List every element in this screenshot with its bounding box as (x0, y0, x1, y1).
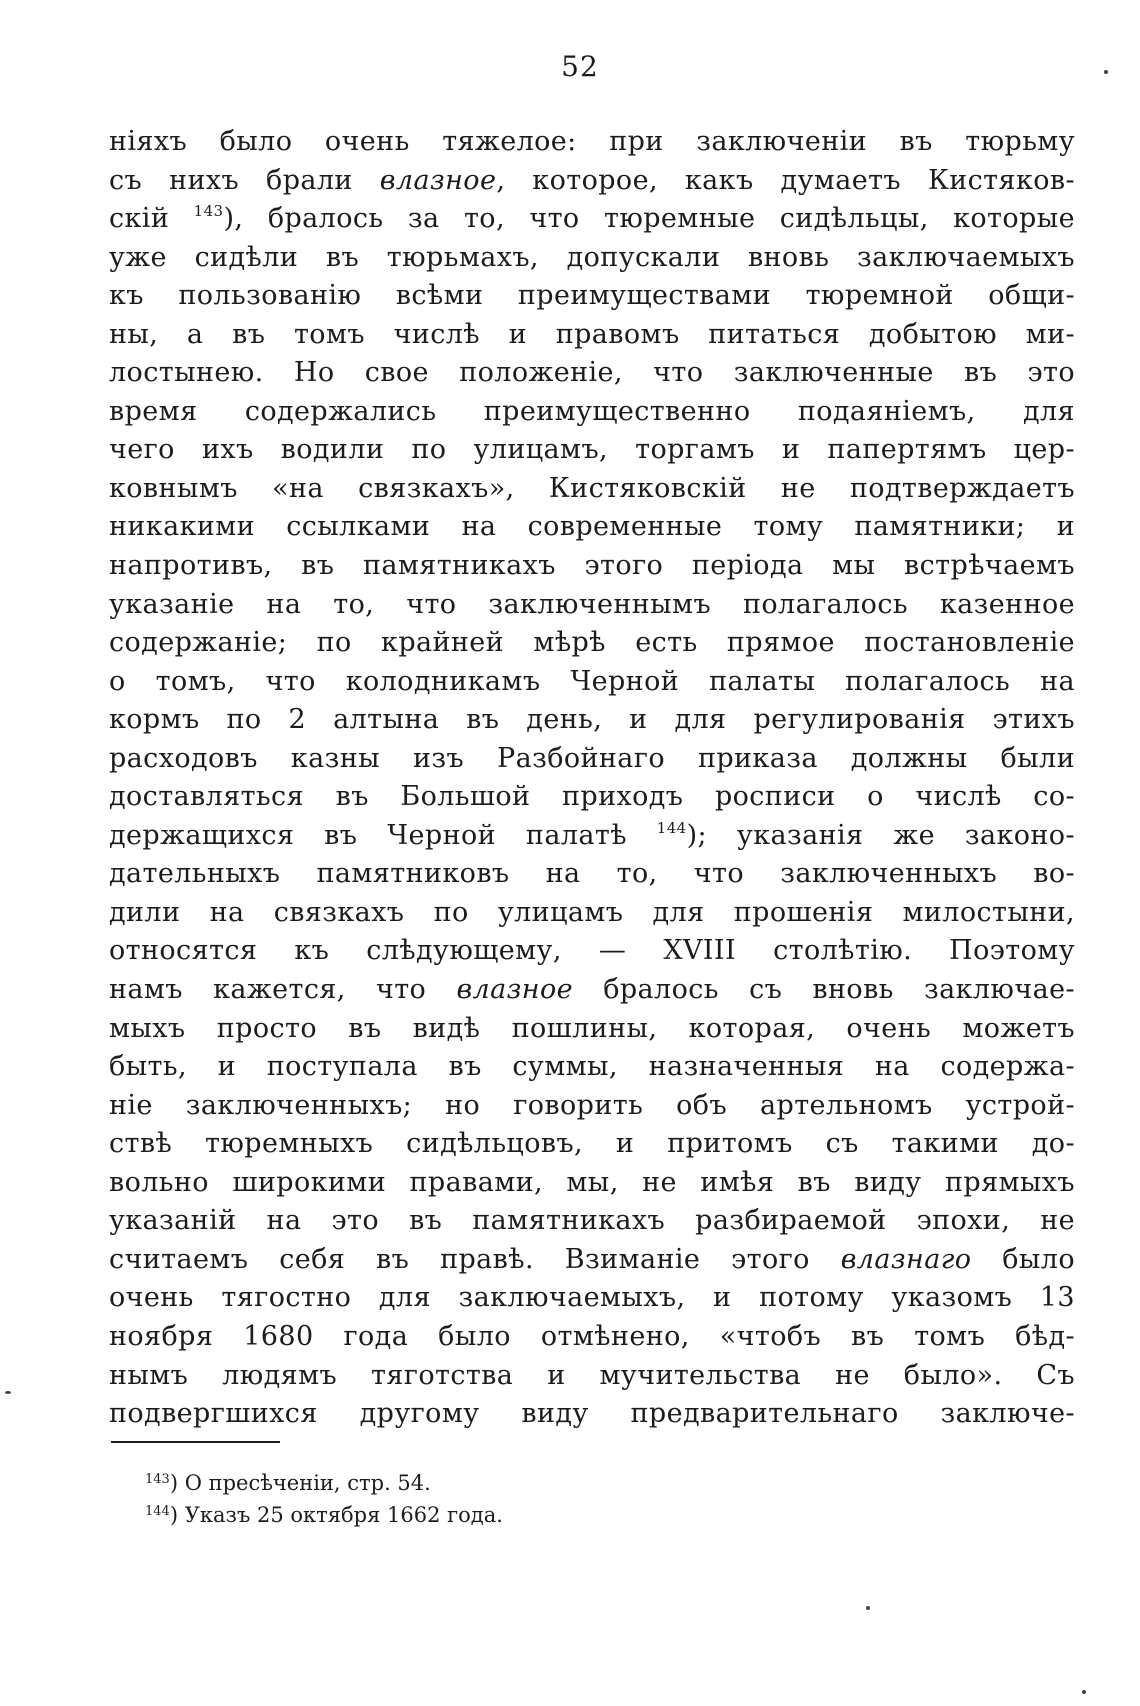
text-run: къ пользованію всѣми преимуществами тюремной общи- (109, 280, 1075, 312)
text-line (109, 123, 1075, 162)
text-line (109, 431, 1075, 470)
text-run: бралось съ вновь заключае- (573, 974, 1075, 1006)
italic-term: влазное (379, 164, 497, 196)
text-run: чего ихъ водили по улицамъ, торгамъ и папертямъ цер- (109, 434, 1075, 466)
text-run: очень тягостно для заключаемыхъ, и потому указомъ 13 (109, 1282, 1075, 1314)
text-run: содержаніе; по крайней мѣрѣ есть прямое постановленіе (109, 627, 1075, 659)
text-line (109, 1395, 1075, 1434)
text-line (109, 1010, 1075, 1049)
text-line (109, 162, 1075, 201)
text-run: лостынею. Но свое положеніе, что заключенные въ это (109, 357, 1075, 389)
text-run: ноября 1680 года было отмѣнено, «чтобъ въ томъ бѣд- (109, 1320, 1075, 1352)
footnote-mark: 143 (145, 1472, 170, 1487)
text-line (109, 855, 1075, 894)
text-run: считаемъ себя въ правѣ. Взиманіе этого (109, 1243, 841, 1275)
text-line (109, 547, 1075, 586)
footnote-reference: 144 (656, 818, 687, 837)
text-line (109, 817, 1075, 856)
text-run: , которое, какъ думаетъ Кистяков- (496, 164, 1076, 196)
footnote-rule (111, 1441, 280, 1443)
footnote (145, 1499, 845, 1531)
text-line (109, 1202, 1075, 1241)
text-line (109, 1357, 1075, 1396)
text-run: подвергшихся другому виду предварительнаго заключе- (109, 1398, 1075, 1430)
text-run: ствѣ тюремныхъ сидѣльцовъ, и притомъ съ такими до- (109, 1128, 1075, 1160)
text-line (109, 393, 1075, 432)
text-run: держащихся въ Черной палатѣ (109, 819, 657, 851)
text-line (109, 1087, 1075, 1126)
scan-speck (5, 1391, 11, 1394)
footnote-text: ) Указъ 25 октября 1662 года. (169, 1503, 503, 1527)
text-line (109, 586, 1075, 625)
text-line (109, 894, 1075, 933)
text-line (109, 932, 1075, 971)
text-run: ); указанія же законо- (686, 819, 1075, 851)
scan-speck (866, 1606, 870, 1610)
text-line (109, 740, 1075, 779)
text-line (109, 624, 1075, 663)
text-line (109, 354, 1075, 393)
text-run: ны, а въ томъ числѣ и правомъ питаться добытою ми- (109, 318, 1075, 350)
text-run: кормъ по 2 алтына въ день, и для регулированія этихъ (109, 704, 1075, 736)
text-run: указаніе на то, что заключеннымъ полагалось казенное (109, 588, 1075, 620)
text-run: расходовъ казны изъ Разбойнаго приказа должны были (109, 742, 1075, 774)
text-run: ніяхъ было очень тяжелое: при заключеніи въ тюрьму (109, 126, 1075, 157)
text-run: уже сидѣли въ тюрьмахъ, допускали вновь заключаемыхъ (109, 241, 1075, 273)
italic-term: влазнаго (840, 1243, 972, 1275)
text-line (109, 1048, 1075, 1087)
text-run: дательныхъ памятниковъ на то, что заключенныхъ во- (109, 858, 1075, 890)
text-line (109, 470, 1075, 509)
text-line (109, 200, 1075, 239)
text-line (109, 663, 1075, 702)
scan-speck (1082, 1690, 1086, 1694)
text-run: указаній на это въ памятникахъ разбираемой эпохи, не (109, 1205, 1075, 1237)
footnote (145, 1467, 845, 1499)
text-run: быть, и поступала въ суммы, назначенныя на содержа- (109, 1051, 1075, 1083)
text-line (109, 971, 1075, 1010)
scan-speck (1104, 70, 1108, 74)
text-line (109, 277, 1075, 316)
text-run: ніе заключенныхъ; но говорить объ артельномъ устрой- (109, 1089, 1075, 1121)
text-run: о томъ, что колодникамъ Черной палаты полагалось на (109, 665, 1075, 697)
footnote-reference: 143 (193, 202, 224, 221)
text-run: ковнымъ «на связкахъ», Кистяковскій не подтверждаетъ (109, 472, 1075, 504)
text-run: относятся къ слѣдующему, — XVIII столѣтію. Поэтому (109, 935, 1075, 967)
text-run: ), бралось за то, что тюремные сидѣльцы, которые (223, 203, 1075, 235)
text-line (109, 508, 1075, 547)
text-line (109, 1279, 1075, 1318)
footnote-text: ) О пресѣченіи, стр. 54. (169, 1471, 431, 1495)
italic-term: влазное (456, 974, 573, 1006)
footnote-mark: 144 (145, 1504, 170, 1519)
text-line (109, 778, 1075, 817)
text-run: дили на связкахъ по улицамъ для прошенія милостыни, (109, 896, 1075, 928)
text-line (109, 1164, 1075, 1203)
text-run: никакими ссылками на современные тому памятники; и (109, 511, 1075, 543)
text-run: было (971, 1243, 1076, 1275)
page-number: 52 (561, 50, 599, 83)
text-run: вольно широкими правами, мы, не имѣя въ виду прямыхъ (109, 1166, 1075, 1198)
text-run: мыхъ просто въ видѣ пошлины, которая, очень можетъ (109, 1012, 1075, 1044)
text-line (109, 701, 1075, 740)
body-text (109, 123, 1075, 1434)
text-run: напротивъ, въ памятникахъ этого періода мы встрѣчаемъ (109, 550, 1075, 582)
text-run: нымъ людямъ тяготства и мучительства не было». Съ (109, 1359, 1075, 1391)
text-line (109, 239, 1075, 278)
footnotes (145, 1467, 845, 1531)
text-run: съ нихъ брали (109, 164, 380, 196)
text-line (109, 316, 1075, 355)
text-line (109, 1318, 1075, 1357)
text-line (109, 1125, 1075, 1164)
text-run: время содержались преимущественно подаяніемъ, для (109, 395, 1075, 427)
text-line (109, 1241, 1075, 1280)
text-run: доставляться въ Большой приходъ росписи о числѣ со- (109, 781, 1075, 813)
text-run: скій (109, 203, 194, 235)
text-run: намъ кажется, что (109, 974, 457, 1006)
